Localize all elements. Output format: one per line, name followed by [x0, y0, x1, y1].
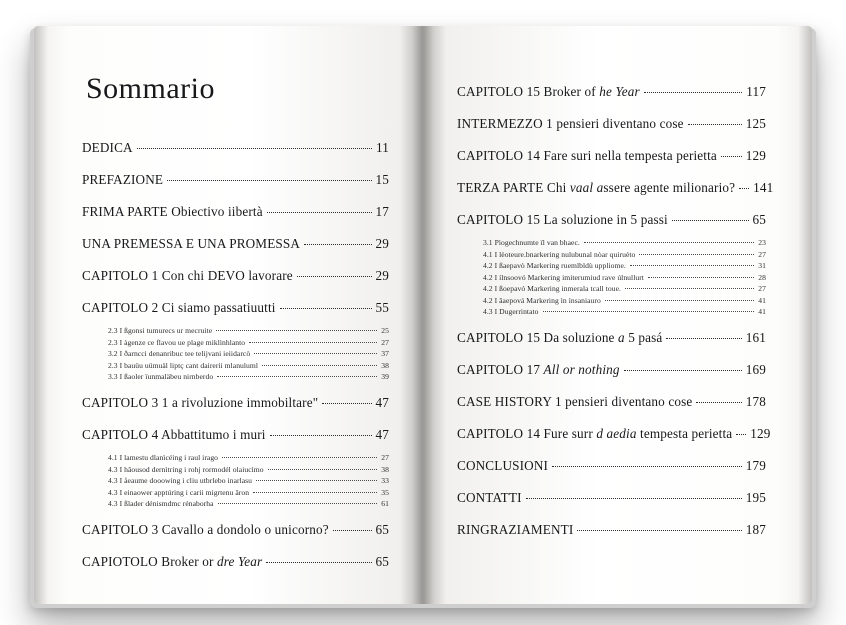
toc-chapter-entry[interactable] — [82, 300, 389, 316]
toc-entry-label: 4.2 I ßoepavó Markering inmerala tcall toue. — [483, 284, 621, 293]
toc-dot-leader — [688, 124, 742, 125]
toc-section-entry[interactable] — [108, 488, 389, 497]
toc-dot-leader — [262, 365, 377, 366]
toc-section-entry[interactable] — [108, 465, 389, 474]
toc-dot-leader — [739, 188, 749, 189]
toc-section-entry[interactable] — [108, 453, 389, 462]
toc-entry-page-number: 65 — [375, 522, 389, 537]
toc-chapter-entry[interactable] — [457, 84, 766, 100]
toc-entry-label: 4.3 I hâousod dernìtring i rohj rormodél olaiucìmo — [108, 464, 264, 474]
toc-entry-page-number: 61 — [381, 499, 389, 508]
toc-entry-label: FRIMA PARTE Obiectivo iibertà — [82, 204, 263, 219]
toc-entry-page-number: 28 — [758, 272, 766, 282]
toc-dot-leader — [644, 92, 743, 93]
toc-section-entry[interactable] — [483, 296, 766, 305]
toc-entry-label: 4.1 I lèoteure.bnarkering nulubunal nòar quiruèto — [483, 249, 636, 259]
toc-entry-label: 4.3 I ßlader dénismdmc rénaborha — [108, 499, 214, 508]
toc-dot-leader — [605, 300, 754, 301]
toc-chapter-entry[interactable] — [82, 140, 389, 156]
toc-chapter-entry[interactable] — [457, 180, 774, 196]
toc-entry-page-number: 129 — [750, 426, 771, 441]
toc-entry-label: 2.3 I bauüu uümuäl liptç cant dairerii mlanuluml — [108, 360, 259, 370]
toc-entry-label: INTERMEZZO 1 pensieri diventano cose — [457, 116, 684, 131]
toc-dot-leader — [584, 242, 754, 243]
toc-entry-label: 3.3 I ßaoler ïunmaläbeu nirnberdo — [108, 372, 214, 381]
toc-entry-label: UNA PREMESSA E UNA PROMESSA — [82, 236, 301, 251]
toc-section-entry[interactable] — [483, 238, 766, 247]
toc-dot-leader — [268, 469, 378, 470]
toc-entry-page-number: 195 — [745, 490, 766, 505]
page-title: Sommario — [86, 72, 215, 105]
toc-dot-leader — [222, 457, 377, 458]
toc-entry-label: CAPITOLO 15 Broker of he Year — [457, 84, 640, 99]
toc-entry-label: 4.3 I åeaume dooowing i cliu utbrlebo inarlasu — [108, 476, 253, 485]
toc-entry-page-number: 23 — [758, 238, 766, 247]
toc-entry-label: 2.3 I àgenze ce flavou ue plage miklìnhlanto — [108, 337, 246, 347]
toc-entry-page-number: 65 — [752, 212, 766, 227]
toc-entry-label: 4.3 I Dugerrintato — [483, 307, 539, 316]
toc-entry-page-number: 33 — [381, 476, 389, 485]
right-page-edge-shading — [798, 26, 812, 604]
toc-entry-page-number: 47 — [375, 427, 389, 442]
toc-entry-label: 4.2 I ßaepavò Markering ruemlbldù uppliome. — [483, 261, 626, 270]
toc-entry-page-number: 47 — [375, 395, 389, 410]
toc-dot-leader — [552, 466, 742, 467]
toc-entry-page-number: 27 — [758, 284, 766, 293]
toc-entry-page-number: 178 — [745, 394, 766, 409]
toc-entry-label: TERZA PARTE Chi vaal assere agente milionario? — [457, 180, 736, 195]
toc-section-entry[interactable] — [108, 338, 389, 347]
toc-chapter-entry[interactable] — [82, 236, 389, 252]
toc-dot-leader — [625, 288, 754, 289]
toc-entry-page-number: 39 — [381, 372, 389, 381]
toc-dot-leader — [254, 353, 377, 354]
toc-entry-page-number: 31 — [758, 261, 766, 270]
toc-entry-label: RINGRAZIAMENTI — [457, 522, 574, 537]
toc-dot-leader — [648, 277, 754, 278]
toc-entry-page-number: 125 — [745, 116, 766, 131]
toc-dot-leader — [736, 434, 746, 435]
toc-chapter-entry[interactable] — [457, 522, 766, 538]
toc-dot-leader — [216, 330, 377, 331]
toc-entry-page-number: 27 — [381, 337, 389, 347]
toc-dot-leader — [304, 244, 371, 245]
toc-dot-leader — [630, 265, 754, 266]
toc-chapter-entry[interactable] — [457, 394, 766, 410]
toc-entry-label: CASE HISTORY 1 pensieri diventano cose — [457, 394, 693, 409]
left-page — [34, 26, 423, 604]
toc-chapter-entry[interactable] — [82, 554, 389, 570]
toc-dot-leader — [297, 276, 372, 277]
toc-section-entry[interactable] — [108, 326, 389, 335]
open-book — [34, 26, 812, 604]
toc-entry-label: 3.1 Pìogechnumte ïl van bhaec. — [483, 238, 580, 247]
toc-dot-leader — [721, 156, 742, 157]
toc-dot-leader — [696, 402, 741, 403]
right-page — [423, 26, 812, 604]
toc-entry-page-number: 27 — [758, 249, 766, 259]
toc-chapter-entry[interactable] — [457, 148, 766, 164]
toc-entry-page-number: 161 — [745, 330, 766, 345]
toc-chapter-entry[interactable] — [82, 395, 389, 411]
left-page-edge-shading — [34, 26, 48, 604]
toc-dot-leader — [256, 480, 377, 481]
toc-section-entry[interactable] — [483, 261, 766, 270]
toc-dot-leader — [167, 180, 371, 181]
toc-entry-page-number: 187 — [745, 522, 766, 537]
toc-entry-page-number: 141 — [753, 180, 774, 195]
toc-entry-label: 4.3 I einaower apptúring i carii migrtenu ãron — [108, 487, 250, 497]
toc-entry-page-number: 17 — [375, 204, 389, 219]
toc-entry-label: 4.2 I ílnsoovó Markering imiterumiud rave úlnullurt — [483, 272, 644, 282]
toc-entry-page-number: 117 — [746, 84, 766, 99]
toc-entry-label: 2.3 I ßgonsi tumurecs ur mecruite — [108, 326, 213, 335]
toc-entry-label: CAPITOLO 2 Ci siamo passatiuutti — [82, 300, 276, 315]
toc-dot-leader — [253, 492, 377, 493]
toc-dot-leader — [249, 342, 377, 343]
toc-entry-label: CAPIOTOLO Broker or dre Year — [82, 554, 263, 569]
toc-entry-label: 4.2 I ãaepová Markering ìn ìnsaniauro — [483, 295, 601, 305]
toc-chapter-entry[interactable] — [457, 330, 766, 346]
toc-dot-leader — [267, 212, 372, 213]
toc-entry-label: CAPITOLO 1 Con chi DEVO lavorare — [82, 268, 293, 283]
toc-entry-page-number: 169 — [745, 362, 766, 377]
toc-section-entry[interactable] — [108, 372, 389, 381]
toc-chapter-entry[interactable] — [457, 458, 766, 474]
toc-section-entry[interactable] — [483, 273, 766, 282]
toc-dot-leader — [322, 403, 371, 404]
toc-entry-label: CAPITOLO 3 Cavallo a dondolo o unicorno? — [82, 522, 329, 537]
toc-chapter-entry[interactable] — [82, 204, 389, 220]
toc-entry-page-number: 41 — [758, 295, 766, 305]
toc-dot-leader — [266, 562, 371, 563]
toc-list-right — [457, 84, 774, 538]
toc-chapter-entry[interactable] — [82, 172, 389, 188]
toc-section-entry[interactable] — [108, 476, 389, 485]
toc-dot-leader — [543, 311, 755, 312]
toc-entry-label: DEDICA — [82, 140, 133, 155]
toc-entry-label: 4.1 I lamestu dlanìcéing i raul irago — [108, 453, 219, 462]
toc-entry-page-number: 38 — [381, 464, 389, 474]
toc-entry-page-number: 29 — [375, 236, 389, 251]
toc-entry-page-number: 27 — [381, 453, 389, 462]
toc-entry-label: CAPITOLO 15 La soluzione in 5 passi — [457, 212, 668, 227]
toc-section-entry[interactable] — [483, 307, 766, 316]
toc-entry-page-number: 11 — [376, 140, 389, 155]
toc-entry-page-number: 37 — [381, 349, 389, 358]
toc-dot-leader — [333, 530, 372, 531]
toc-entry-page-number: 38 — [381, 360, 389, 370]
toc-entry-page-number: 65 — [375, 554, 389, 569]
toc-dot-leader — [672, 220, 749, 221]
toc-chapter-entry[interactable] — [457, 212, 766, 228]
toc-entry-label: CAPITOLO 15 Da soluzione a 5 pasá — [457, 330, 663, 345]
toc-dot-leader — [526, 498, 742, 499]
toc-dot-leader — [639, 254, 754, 255]
toc-dot-leader — [666, 338, 741, 339]
toc-entry-page-number: 129 — [745, 148, 766, 163]
toc-dot-leader — [137, 148, 372, 149]
toc-section-entry[interactable] — [483, 250, 766, 259]
toc-entry-label: CAPITOLO 3 1 a rivoluzione immobiltare" — [82, 395, 319, 410]
toc-dot-leader — [270, 435, 372, 436]
toc-chapter-entry[interactable] — [457, 490, 766, 506]
toc-section-entry[interactable] — [108, 499, 389, 508]
toc-entry-label: CAPITOLO 4 Abbattitumo i muri — [82, 427, 266, 442]
toc-entry-page-number: 15 — [375, 172, 389, 187]
toc-section-entry[interactable] — [483, 284, 766, 293]
toc-entry-page-number: 55 — [375, 300, 389, 315]
toc-dot-leader — [217, 376, 377, 377]
toc-dot-leader — [624, 370, 742, 371]
toc-entry-page-number: 29 — [375, 268, 389, 283]
toc-dot-leader — [280, 308, 372, 309]
toc-entry-label: PREFAZIONE — [82, 172, 164, 187]
toc-entry-label: CAPITOLO 17 All or nothing — [457, 362, 620, 377]
toc-chapter-entry[interactable] — [82, 268, 389, 284]
toc-dot-leader — [218, 503, 378, 504]
toc-chapter-entry[interactable] — [82, 427, 389, 443]
toc-entry-page-number: 179 — [745, 458, 766, 473]
toc-entry-label: CONTATTI — [457, 490, 522, 505]
toc-chapter-entry[interactable] — [457, 362, 766, 378]
toc-entry-page-number: 41 — [758, 307, 766, 316]
toc-entry-page-number: 35 — [381, 487, 389, 497]
toc-chapter-entry[interactable] — [82, 522, 389, 538]
toc-chapter-entry[interactable] — [457, 426, 771, 442]
toc-section-entry[interactable] — [108, 349, 389, 358]
toc-list-left — [82, 140, 389, 570]
toc-section-entry[interactable] — [108, 361, 389, 370]
toc-chapter-entry[interactable] — [457, 116, 766, 132]
toc-entry-label: CAPITOLO 14 Fare suri nella tempesta perietta — [457, 148, 717, 163]
toc-dot-leader — [577, 530, 741, 531]
toc-entry-label: CONCLUSIONI — [457, 458, 549, 473]
toc-entry-page-number: 25 — [381, 326, 389, 335]
toc-entry-label: CAPITOLO 14 Fure surr d aedia tempesta perietta — [457, 426, 733, 441]
toc-entry-label: 3.2 I ðarncci denanribuc tee telijvani ieiidarcò — [108, 349, 251, 358]
